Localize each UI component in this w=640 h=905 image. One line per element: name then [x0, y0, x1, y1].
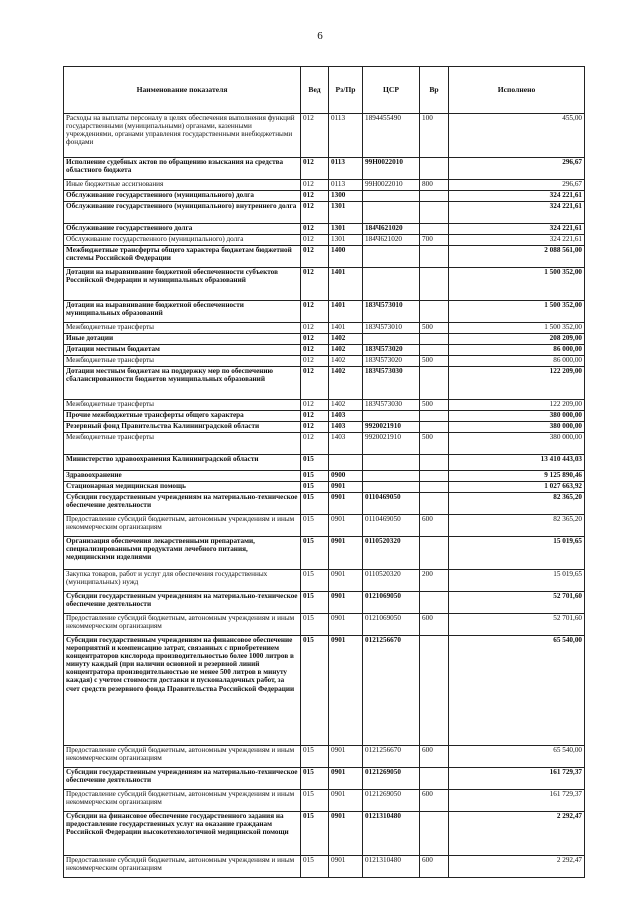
- row-csr-cell: 0121256670: [363, 746, 420, 768]
- row-sum-cell: 52 701,60: [449, 614, 585, 636]
- row-csr-cell: 9920021910: [363, 433, 420, 455]
- row-ved-cell: 012: [301, 158, 329, 180]
- header-vr: Вр: [420, 67, 449, 114]
- row-vr-cell: [420, 246, 449, 268]
- row-vr-cell: [420, 411, 449, 422]
- table-row: [64, 411, 585, 422]
- row-name-cell: Предоставление субсидий бюджетным, автономным учреждениям и иным некоммерческим организациям: [64, 856, 301, 878]
- row-sum-cell: 15 019,65: [449, 537, 585, 570]
- table-row: [64, 224, 585, 235]
- row-vr-cell: 600: [420, 614, 449, 636]
- row-rz-cell: 0113: [329, 180, 363, 191]
- row-sum-cell: 122 209,00: [449, 367, 585, 400]
- row-sum-cell: 2 292,47: [449, 856, 585, 878]
- row-csr-cell: 183Ч573020: [363, 356, 420, 367]
- row-ved-cell: 012: [301, 345, 329, 356]
- row-csr-cell: [363, 482, 420, 493]
- table-row: [64, 191, 585, 202]
- row-csr-cell: 0121269050: [363, 790, 420, 812]
- row-vr-cell: [420, 367, 449, 400]
- table-row: [64, 114, 585, 158]
- row-sum-cell: 122 209,00: [449, 400, 585, 411]
- table-row: [64, 334, 585, 345]
- row-ved-cell: 015: [301, 493, 329, 515]
- row-name-cell: Обслуживание государственного (муниципального) долга: [64, 235, 301, 246]
- row-name-cell: Межбюджетные трансферты: [64, 433, 301, 455]
- row-vr-cell: [420, 422, 449, 433]
- row-name-cell: Иные дотации: [64, 334, 301, 345]
- row-rz-cell: 1402: [329, 356, 363, 367]
- row-vr-cell: [420, 345, 449, 356]
- table-row: [64, 515, 585, 537]
- row-rz-cell: 1403: [329, 433, 363, 455]
- table-row: [64, 422, 585, 433]
- row-rz-cell: 1401: [329, 323, 363, 334]
- row-vr-cell: [420, 482, 449, 493]
- row-ved-cell: 012: [301, 180, 329, 191]
- row-rz-cell: 1402: [329, 345, 363, 356]
- row-vr-cell: 500: [420, 400, 449, 411]
- table-row: [64, 323, 585, 334]
- row-sum-cell: 208 209,00: [449, 334, 585, 345]
- row-sum-cell: 380 000,00: [449, 411, 585, 422]
- row-sum-cell: 65 540,00: [449, 746, 585, 768]
- row-name-cell: Субсидии государственным учреждениям на материально-техническое обеспечение деятельности: [64, 592, 301, 614]
- row-rz-cell: 0901: [329, 537, 363, 570]
- row-name-cell: Субсидии на финансовое обеспечение государственного задания на предоставление государственных услуг на оказание гражданам Российской Федерации высокотехнологичной медицинской помощи: [64, 812, 301, 856]
- row-vr-cell: 100: [420, 114, 449, 158]
- table-row: [64, 202, 585, 224]
- table-body: [64, 114, 585, 878]
- header-ved: Вед: [301, 67, 329, 114]
- row-csr-cell: 183Ч573010: [363, 301, 420, 323]
- row-csr-cell: 0121310480: [363, 812, 420, 856]
- row-vr-cell: [420, 471, 449, 482]
- row-csr-cell: 0121310480: [363, 856, 420, 878]
- row-ved-cell: 012: [301, 334, 329, 345]
- row-ved-cell: 012: [301, 400, 329, 411]
- row-sum-cell: 161 729,37: [449, 790, 585, 812]
- row-ved-cell: 012: [301, 301, 329, 323]
- row-name-cell: Расходы на выплаты персоналу в целях обеспечения выполнения функций государственными (муниципальными) органами, казенными учреждениями, органами управления государственными внебюджетными фондами: [64, 114, 301, 158]
- row-sum-cell: 2 088 561,00: [449, 246, 585, 268]
- row-rz-cell: 1401: [329, 301, 363, 323]
- row-csr-cell: 99Н0022010: [363, 158, 420, 180]
- row-sum-cell: 324 221,61: [449, 191, 585, 202]
- row-vr-cell: 500: [420, 433, 449, 455]
- row-vr-cell: 600: [420, 515, 449, 537]
- row-sum-cell: 52 701,60: [449, 592, 585, 614]
- row-name-cell: Субсидии государственным учреждениям на материально-техническое обеспечение деятельности: [64, 493, 301, 515]
- row-rz-cell: 0113: [329, 114, 363, 158]
- row-name-cell: Субсидии государственным учреждениям на материально-техническое обеспечение деятельности: [64, 768, 301, 790]
- row-sum-cell: 86 000,00: [449, 356, 585, 367]
- row-ved-cell: 012: [301, 422, 329, 433]
- row-name-cell: Министерство здравоохранения Калининградской области: [64, 455, 301, 471]
- row-ved-cell: 012: [301, 268, 329, 301]
- row-csr-cell: 9920021910: [363, 422, 420, 433]
- row-sum-cell: 1 500 352,00: [449, 323, 585, 334]
- row-sum-cell: 1 500 352,00: [449, 301, 585, 323]
- row-sum-cell: 380 000,00: [449, 433, 585, 455]
- row-rz-cell: 1401: [329, 268, 363, 301]
- row-ved-cell: 015: [301, 592, 329, 614]
- row-csr-cell: [363, 246, 420, 268]
- row-csr-cell: 183Ч573020: [363, 345, 420, 356]
- row-rz-cell: 0901: [329, 790, 363, 812]
- row-vr-cell: [420, 636, 449, 746]
- row-ved-cell: 012: [301, 114, 329, 158]
- row-sum-cell: 296,67: [449, 180, 585, 191]
- table-row: [64, 268, 585, 301]
- row-ved-cell: 015: [301, 515, 329, 537]
- row-name-cell: Обслуживание государственного (муниципального) долга: [64, 191, 301, 202]
- row-ved-cell: 015: [301, 790, 329, 812]
- table-row: [64, 482, 585, 493]
- table-row: [64, 746, 585, 768]
- row-csr-cell: 99Н0022010: [363, 180, 420, 191]
- row-rz-cell: 0901: [329, 812, 363, 856]
- row-name-cell: Стационарная медицинская помощь: [64, 482, 301, 493]
- table-row: [64, 493, 585, 515]
- table-row: [64, 158, 585, 180]
- row-rz-cell: 1402: [329, 400, 363, 411]
- row-sum-cell: 1 027 663,92: [449, 482, 585, 493]
- row-rz-cell: 0900: [329, 471, 363, 482]
- row-vr-cell: [420, 493, 449, 515]
- row-vr-cell: [420, 202, 449, 224]
- row-sum-cell: 324 221,61: [449, 224, 585, 235]
- row-name-cell: Предоставление субсидий бюджетным, автономным учреждениям и иным некоммерческим организациям: [64, 614, 301, 636]
- row-ved-cell: 012: [301, 224, 329, 235]
- row-sum-cell: 1 500 352,00: [449, 268, 585, 301]
- table-row: [64, 345, 585, 356]
- row-name-cell: Дотации местным бюджетам на поддержку мер по обеспечению сбалансированности бюджетов муниципальных образований: [64, 367, 301, 400]
- row-csr-cell: 183Ч573030: [363, 367, 420, 400]
- row-ved-cell: 015: [301, 570, 329, 592]
- row-sum-cell: 324 221,61: [449, 202, 585, 224]
- row-vr-cell: 600: [420, 746, 449, 768]
- row-ved-cell: 015: [301, 482, 329, 493]
- header-sum: Исполнено: [449, 67, 585, 114]
- row-rz-cell: 0901: [329, 856, 363, 878]
- row-sum-cell: 13 410 443,03: [449, 455, 585, 471]
- row-csr-cell: 183Ч573030: [363, 400, 420, 411]
- row-csr-cell: 0110469050: [363, 493, 420, 515]
- row-vr-cell: [420, 268, 449, 301]
- table-row: [64, 614, 585, 636]
- table-header-row: [64, 67, 585, 114]
- row-name-cell: Предоставление субсидий бюджетным, автономным учреждениям и иным некоммерческим организациям: [64, 515, 301, 537]
- row-csr-cell: 0121069050: [363, 592, 420, 614]
- row-sum-cell: 2 292,47: [449, 812, 585, 856]
- row-vr-cell: [420, 537, 449, 570]
- row-ved-cell: 015: [301, 856, 329, 878]
- row-name-cell: Обслуживание государственного долга: [64, 224, 301, 235]
- row-rz-cell: 0901: [329, 636, 363, 746]
- row-rz-cell: 0901: [329, 746, 363, 768]
- row-ved-cell: 015: [301, 768, 329, 790]
- row-rz-cell: 1402: [329, 334, 363, 345]
- row-sum-cell: 380 000,00: [449, 422, 585, 433]
- table-row: [64, 235, 585, 246]
- table-row: [64, 455, 585, 471]
- row-sum-cell: 9 125 890,46: [449, 471, 585, 482]
- row-vr-cell: 600: [420, 856, 449, 878]
- table-row: [64, 592, 585, 614]
- table-row: [64, 471, 585, 482]
- row-csr-cell: [363, 202, 420, 224]
- row-ved-cell: 012: [301, 433, 329, 455]
- row-ved-cell: 012: [301, 246, 329, 268]
- table-row: [64, 180, 585, 191]
- row-vr-cell: [420, 191, 449, 202]
- header-name: Наименование показателя: [64, 67, 301, 114]
- table-row: [64, 856, 585, 878]
- row-vr-cell: [420, 301, 449, 323]
- row-csr-cell: [363, 471, 420, 482]
- row-ved-cell: 012: [301, 411, 329, 422]
- row-name-cell: Прочие межбюджетные трансферты общего характера: [64, 411, 301, 422]
- row-sum-cell: 324 221,61: [449, 235, 585, 246]
- table-row: [64, 790, 585, 812]
- row-csr-cell: [363, 334, 420, 345]
- row-rz-cell: 0901: [329, 614, 363, 636]
- row-rz-cell: 0901: [329, 493, 363, 515]
- row-rz-cell: 1402: [329, 367, 363, 400]
- row-csr-cell: 184Ч621020: [363, 224, 420, 235]
- row-ved-cell: 015: [301, 455, 329, 471]
- table-row: [64, 246, 585, 268]
- table-row: [64, 433, 585, 455]
- row-ved-cell: 012: [301, 356, 329, 367]
- row-csr-cell: 0121269050: [363, 768, 420, 790]
- row-name-cell: Субсидии государственным учреждениям на финансовое обеспечение мероприятий и компенсацию затрат, связанных с приобретением концентраторов кислорода производительностью более 1000 литров в минуту каждый (при наличии основной и резервной линий концентратора производительностью не менее 500 литров в минуту каждая) с учетом стоимости доставки и пусконаладочных работ, за счет средств резервного фонда Правительства Российской Федерации: [64, 636, 301, 746]
- row-rz-cell: 0901: [329, 515, 363, 537]
- row-vr-cell: [420, 158, 449, 180]
- row-vr-cell: [420, 334, 449, 345]
- row-name-cell: Предоставление субсидий бюджетным, автономным учреждениям и иным некоммерческим организациям: [64, 790, 301, 812]
- row-csr-cell: 0110520320: [363, 570, 420, 592]
- row-ved-cell: 012: [301, 323, 329, 334]
- table-row: [64, 812, 585, 856]
- row-vr-cell: 700: [420, 235, 449, 246]
- row-csr-cell: 0110520320: [363, 537, 420, 570]
- row-sum-cell: 296,67: [449, 158, 585, 180]
- row-vr-cell: 600: [420, 790, 449, 812]
- table-row: [64, 301, 585, 323]
- row-name-cell: Предоставление субсидий бюджетным, автономным учреждениям и иным некоммерческим организациям: [64, 746, 301, 768]
- row-csr-cell: 0121256670: [363, 636, 420, 746]
- row-rz-cell: [329, 455, 363, 471]
- table-row: [64, 367, 585, 400]
- row-sum-cell: 455,00: [449, 114, 585, 158]
- row-sum-cell: 15 019,65: [449, 570, 585, 592]
- row-vr-cell: [420, 592, 449, 614]
- row-csr-cell: [363, 191, 420, 202]
- row-rz-cell: 0901: [329, 570, 363, 592]
- page-number: 6: [317, 30, 323, 42]
- row-csr-cell: 184Ч621020: [363, 235, 420, 246]
- budget-execution-table: [63, 66, 585, 878]
- row-vr-cell: [420, 812, 449, 856]
- row-name-cell: Иные бюджетные ассигнования: [64, 180, 301, 191]
- table-row: [64, 537, 585, 570]
- row-vr-cell: 200: [420, 570, 449, 592]
- row-sum-cell: 82 365,20: [449, 493, 585, 515]
- row-name-cell: Исполнение судебных актов по обращению взыскания на средства областного бюджета: [64, 158, 301, 180]
- table-row: [64, 570, 585, 592]
- row-rz-cell: 1400: [329, 246, 363, 268]
- header-csr: ЦСР: [363, 67, 420, 114]
- table-row: [64, 636, 585, 746]
- row-rz-cell: 1301: [329, 202, 363, 224]
- row-sum-cell: 86 000,00: [449, 345, 585, 356]
- row-ved-cell: 015: [301, 636, 329, 746]
- row-name-cell: Обслуживание государственного (муниципального) внутреннего долга: [64, 202, 301, 224]
- row-name-cell: Резервный фонд Правительства Калининградской области: [64, 422, 301, 433]
- row-name-cell: Закупка товаров, работ и услуг для обеспечения государственных (муниципальных) нужд: [64, 570, 301, 592]
- row-sum-cell: 65 540,00: [449, 636, 585, 746]
- row-rz-cell: 0901: [329, 592, 363, 614]
- row-rz-cell: 1301: [329, 235, 363, 246]
- row-ved-cell: 015: [301, 471, 329, 482]
- row-name-cell: Организация обеспечения лекарственными препаратами, специализированными продуктами лечебного питания, медицинскими изделиями: [64, 537, 301, 570]
- row-sum-cell: 161 729,37: [449, 768, 585, 790]
- row-rz-cell: 0113: [329, 158, 363, 180]
- row-ved-cell: 015: [301, 812, 329, 856]
- row-csr-cell: [363, 455, 420, 471]
- row-ved-cell: 012: [301, 202, 329, 224]
- row-vr-cell: [420, 455, 449, 471]
- table-row: [64, 768, 585, 790]
- table-row: [64, 356, 585, 367]
- row-name-cell: Межбюджетные трансферты: [64, 323, 301, 334]
- row-rz-cell: 0901: [329, 768, 363, 790]
- row-csr-cell: [363, 411, 420, 422]
- row-csr-cell: 0110469050: [363, 515, 420, 537]
- row-name-cell: Межбюджетные трансферты: [64, 400, 301, 411]
- row-csr-cell: [363, 268, 420, 301]
- row-rz-cell: 1403: [329, 411, 363, 422]
- row-vr-cell: 800: [420, 180, 449, 191]
- row-csr-cell: 1894455490: [363, 114, 420, 158]
- row-sum-cell: 82 365,20: [449, 515, 585, 537]
- row-vr-cell: [420, 224, 449, 235]
- row-csr-cell: 183Ч573010: [363, 323, 420, 334]
- row-name-cell: Межбюджетные трансферты общего характера бюджетам бюджетной системы Российской Федерации: [64, 246, 301, 268]
- row-name-cell: Дотации на выравнивание бюджетной обеспеченности субъектов Российской Федерации и муниципальных образований: [64, 268, 301, 301]
- row-name-cell: Межбюджетные трансферты: [64, 356, 301, 367]
- row-ved-cell: 012: [301, 235, 329, 246]
- row-vr-cell: 500: [420, 356, 449, 367]
- table-row: [64, 400, 585, 411]
- row-vr-cell: 500: [420, 323, 449, 334]
- header-rz: Рз/Пр: [329, 67, 363, 114]
- row-ved-cell: 012: [301, 367, 329, 400]
- row-name-cell: Дотации местным бюджетам: [64, 345, 301, 356]
- row-name-cell: Здравоохранение: [64, 471, 301, 482]
- row-rz-cell: 1403: [329, 422, 363, 433]
- row-ved-cell: 015: [301, 537, 329, 570]
- row-name-cell: Дотации на выравнивание бюджетной обеспеченности муниципальных образований: [64, 301, 301, 323]
- row-csr-cell: 0121069050: [363, 614, 420, 636]
- row-ved-cell: 015: [301, 746, 329, 768]
- row-rz-cell: 1301: [329, 224, 363, 235]
- row-vr-cell: [420, 768, 449, 790]
- row-ved-cell: 012: [301, 191, 329, 202]
- row-rz-cell: 0901: [329, 482, 363, 493]
- row-ved-cell: 015: [301, 614, 329, 636]
- row-rz-cell: 1300: [329, 191, 363, 202]
